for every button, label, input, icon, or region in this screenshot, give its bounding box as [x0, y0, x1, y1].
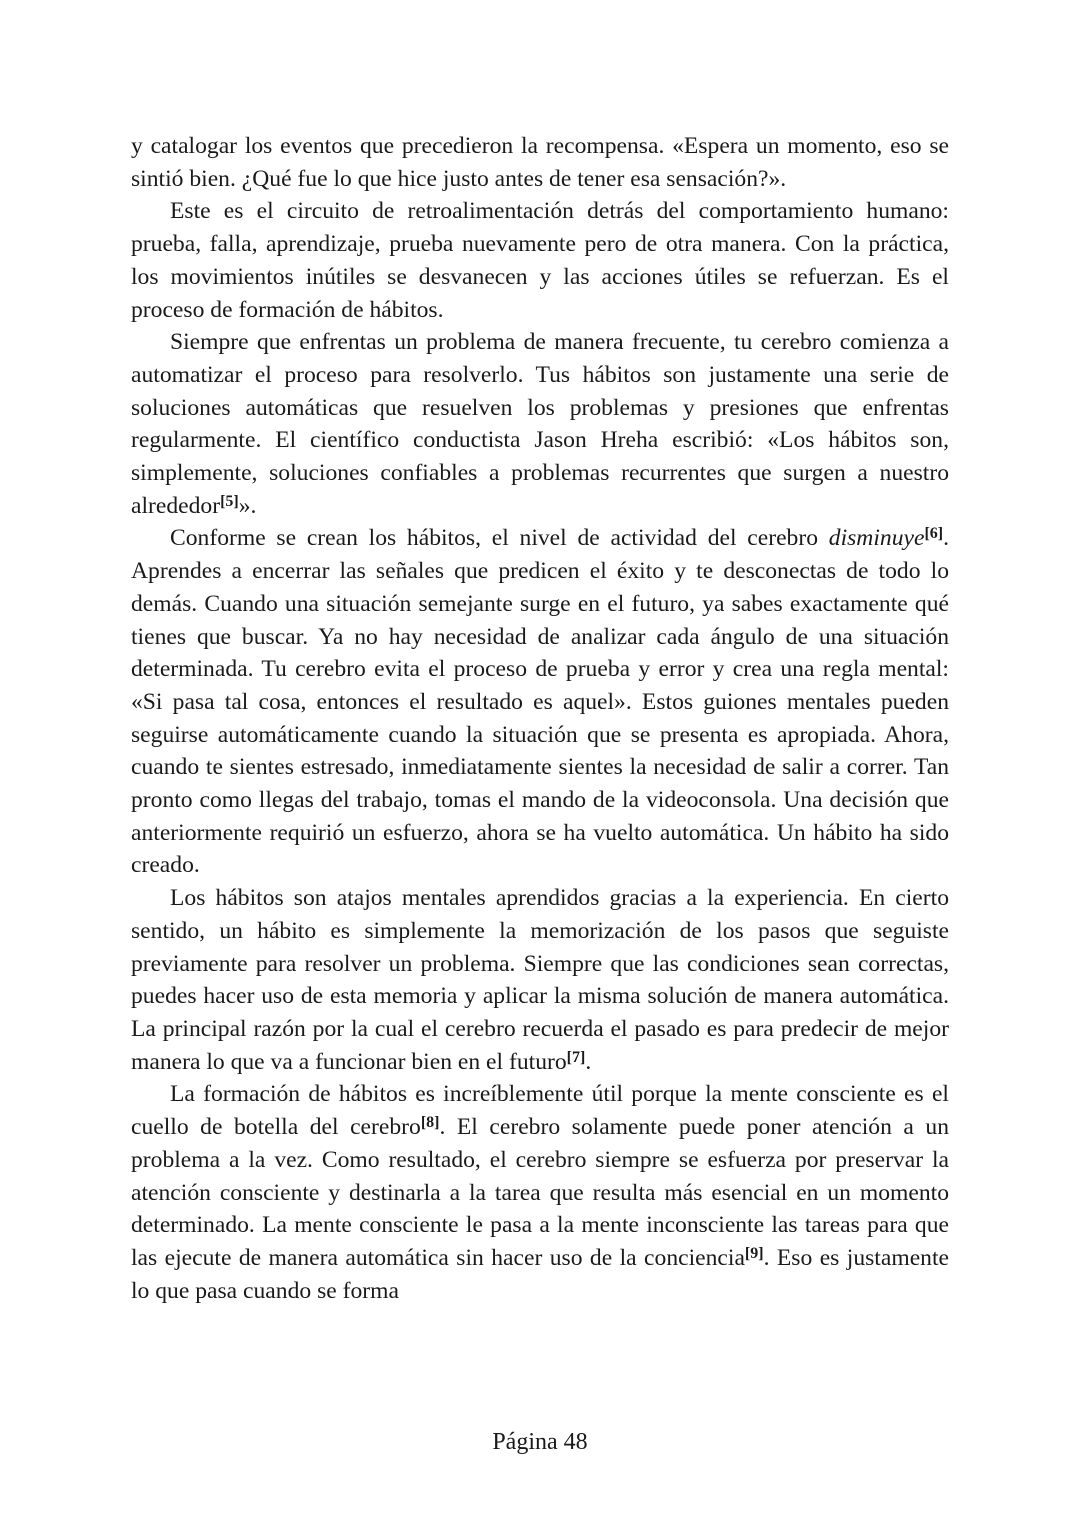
- paragraph-feedback-loop: [131, 195, 949, 326]
- paragraph-text: Conforme se crean los hábitos, el nivel de actividad del cerebro: [170, 525, 829, 552]
- paragraph-text-middle: . El cerebro solamente puede poner atención a un problema a la vez. Como resultado, el cerebro siempre se esfuerza por preservar la atención consciente y destinarla a la tarea que resulta más esencial en un momento determinado. La mente consciente le pasa a la mente inconsciente las tareas para que las ejecute de manera automática sin hacer uso de la conciencia: [131, 1114, 950, 1271]
- footnote-ref-7[interactable]: [7]: [566, 1048, 586, 1066]
- paragraph-automation: [131, 326, 949, 522]
- footnote-ref-5[interactable]: [5]: [220, 492, 239, 510]
- paragraph-text: La formación de hábitos es increíblemente útil porque la mente consciente es el cuello de botella del cerebro: [131, 1081, 949, 1141]
- paragraph-text-tail: . Eso es justamente lo que pasa cuando se forma: [131, 1244, 949, 1304]
- paragraph-conscious-mind: [131, 1078, 949, 1307]
- paragraph-text-tail: .: [585, 1048, 592, 1075]
- footnote-ref-9[interactable]: [9]: [744, 1244, 764, 1262]
- paragraph-text: Los hábitos son atajos mentales aprendidos gracias a la experiencia. En cierto sentido, un hábito es simplemente la memorización de los pasos que seguiste previamente para resolver un problema. Siempre que las condiciones sean correctas, puedes hacer uso de esta memoria y aplicar la misma solución de manera automática. La principal razón por la cual el cerebro recuerda el pasado es para predecir de mejor manera lo que va a funcionar bien en el futuro: [131, 885, 949, 1075]
- paragraph-continuation: [131, 130, 949, 195]
- paragraph-text-tail: ».: [238, 492, 257, 519]
- paragraph-text: Siempre que enfrentas un problema de manera frecuente, tu cerebro comienza a automatizar el proceso para resolverlo. Tus hábitos son justamente una serie de soluciones automáticas que resuelven los problemas y presiones que enfrentas regularmente. El científico conductista Jason Hreha escribió: «Los hábitos son, simplemente, soluciones confiables a problemas recurrentes que surgen a nuestro alrededor: [131, 329, 949, 519]
- paragraph-text: y catalogar los eventos que precedieron la recompensa. «Espera un momento, eso se sintió bien. ¿Qué fue lo que hice justo antes de tener esa sensación?».: [131, 133, 949, 192]
- paragraph-brain-activity: [131, 522, 949, 882]
- footnote-ref-8[interactable]: [8]: [420, 1114, 440, 1132]
- paragraph-mental-shortcuts: [131, 882, 949, 1078]
- footnote-ref-6[interactable]: [6]: [924, 525, 944, 543]
- paragraph-text-tail: . Aprendes a encerrar las señales que predicen el éxito y te desconectas de todo lo demás. Cuando una situación semejante surge en el futuro, ya sabes exactamente qué tienes que buscar. Ya no hay necesidad de analizar cada ángulo de una situación determinada. Tu cerebro evita el proceso de prueba y error y crea una regla mental: «Si pasa tal cosa, entonces el resultado es aquel». Estos guiones mentales pueden seguirse automáticamente cuando la situación que se presenta es apropiada. Ahora, cuando te sientes estresado, inmediatamente sientes la necesidad de salir a correr. Tan pronto como llegas del trabajo, tomas el mando de la videoconsola. Una decisión que anteriormente requirió un esfuerzo, ahora se ha vuelto automática. Un hábito ha sido creado.: [131, 525, 949, 879]
- emphasis-text: disminuye: [828, 525, 925, 552]
- page-number: Página 48: [492, 1429, 588, 1455]
- page-body: [131, 130, 949, 1307]
- paragraph-text: Este es el circuito de retroalimentación detrás del comportamiento humano: prueba, falla, aprendizaje, prueba nuevamente pero de otra manera. Con la práctica, los movimientos inútiles se desvanecen y las acciones útiles se refuerzan. Es el proceso de formación de hábitos.: [131, 198, 949, 323]
